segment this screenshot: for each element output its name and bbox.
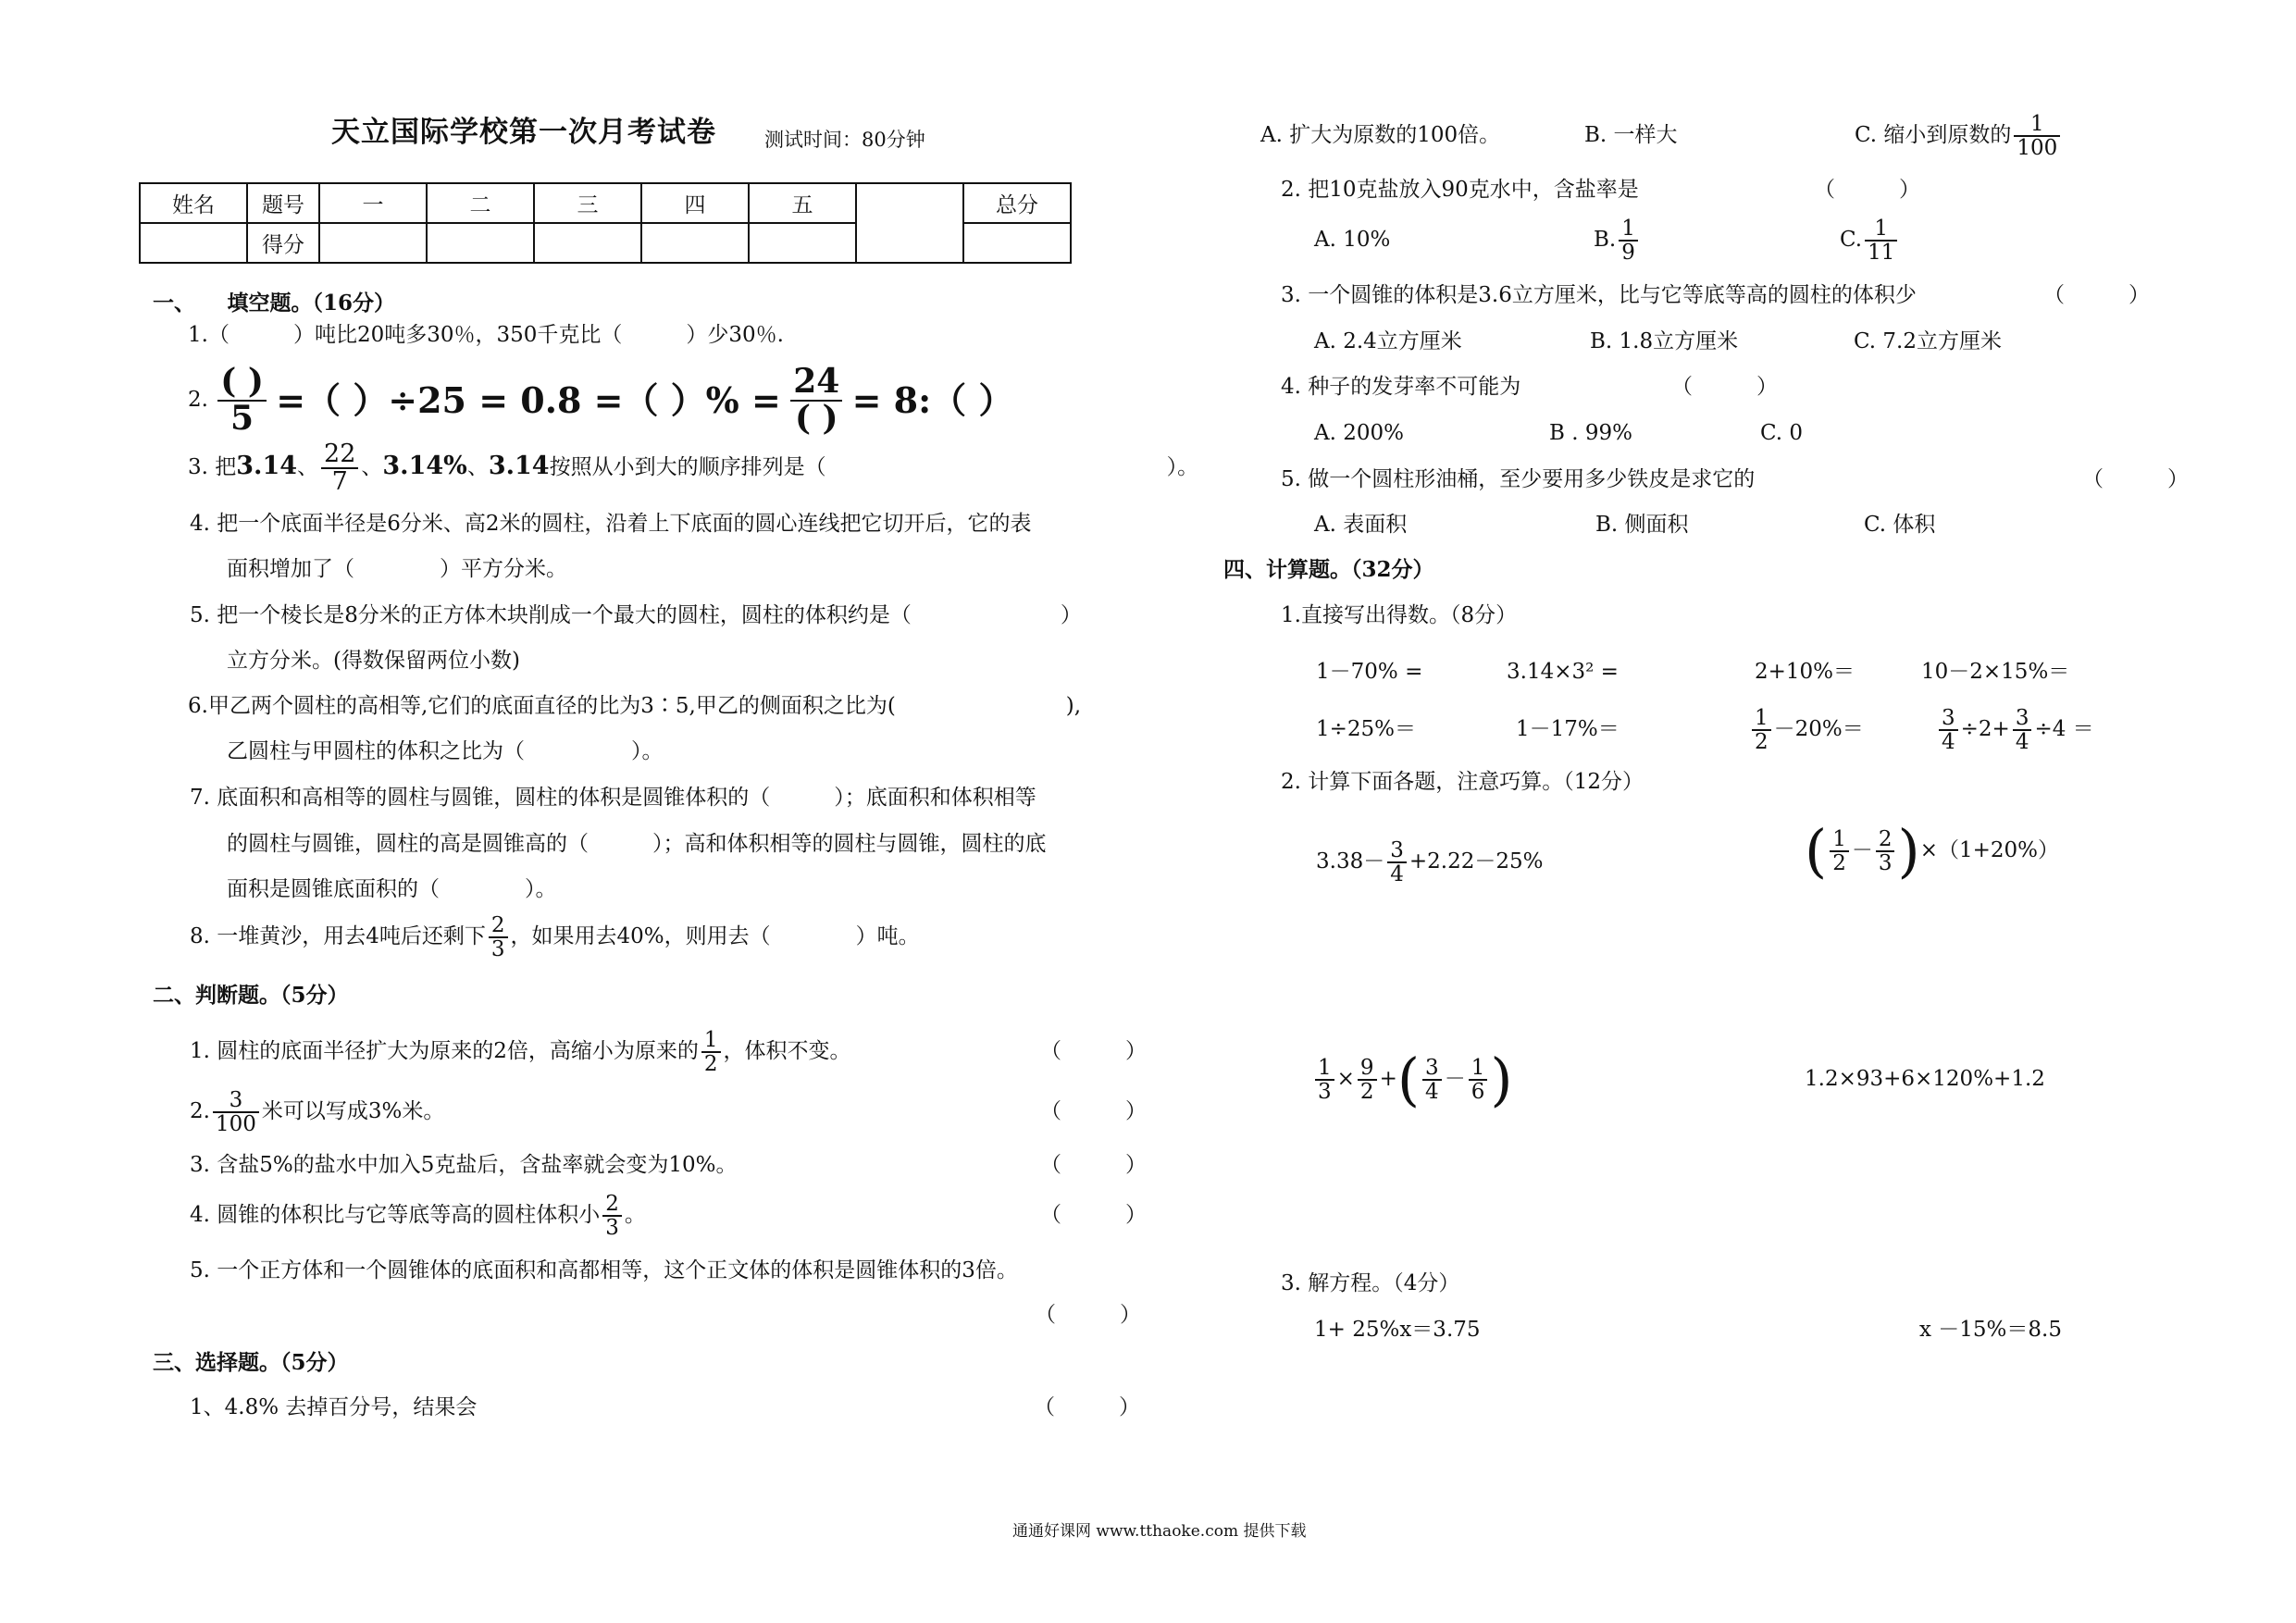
s2-q3: 3. 含盐5%的盐水中加入5克盐后，含盐率就会变为10%。: [190, 1153, 738, 1177]
header-part-4: 四: [641, 183, 749, 223]
section-2-title: 二、判断题。（5分）: [153, 983, 349, 1008]
score-cell-total[interactable]: [963, 223, 1071, 263]
header-blank: [856, 183, 963, 263]
s3-q1-option-a[interactable]: A. 扩大为原数的100倍。: [1260, 123, 1501, 147]
score-cell-3[interactable]: [534, 223, 641, 263]
s2-q2-blank[interactable]: （ ）: [1040, 1099, 1147, 1123]
right-paren: ): [1897, 817, 1920, 885]
s1-q1: 1.（ ）吨比20吨多30％，350千克比（ ）少30％.: [188, 323, 784, 347]
oral-calc-1: 1－70% =: [1316, 660, 1423, 684]
header-name: 姓名: [140, 183, 247, 223]
calc-expr-1: 3.38－ $\frac{3}{4}$ +2.22－25%: [1316, 837, 1544, 886]
fraction: $\frac{2}{3}$: [489, 914, 508, 960]
s2-q5: 5. 一个正方体和一个圆锥体的底面积和高都相等，这个正文体的体积是圆锥体积的3倍。: [190, 1258, 1018, 1282]
oral-calc-5: 1÷25%＝: [1316, 717, 1417, 741]
fraction: $\frac{3}{4}$: [1422, 1057, 1442, 1103]
equation-2: x －15%＝8.5: [1919, 1318, 2062, 1342]
s2-q3-blank[interactable]: （ ）: [1040, 1153, 1147, 1177]
s2-q1: 1. 圆柱的底面半径扩大为原来的2倍，高缩小为原来的 $\frac{1}{2}$ ，体积不变。: [190, 1027, 851, 1076]
header-part-1: 一: [319, 183, 427, 223]
s3-q4: 4. 种子的发芽率不可能为: [1281, 375, 1521, 399]
s3-q2-option-a[interactable]: A. 10%: [1314, 228, 1391, 252]
s3-q3: 3. 一个圆锥的体积是3.6立方厘米，比与它等底等高的圆柱的体积少: [1281, 283, 1917, 307]
score-table: [139, 182, 1072, 264]
section-1-title: 一、 填空题。（16分）: [153, 291, 396, 316]
oral-calc-4: 10－2×15%＝: [1921, 660, 2070, 684]
test-time: 测试时间：80分钟: [764, 129, 925, 151]
s3-q2-option-c[interactable]: C. $\frac{1}{11}$: [1840, 216, 1900, 264]
score-label: 得分: [247, 223, 319, 263]
header-question-no: 题号: [247, 183, 319, 223]
s2-q4-blank[interactable]: （ ）: [1040, 1203, 1147, 1227]
s3-q1-option-b[interactable]: B. 一样大: [1584, 123, 1678, 147]
footer-credit: 通通好课网 www.tthaoke.com 提供下载: [1012, 1522, 1307, 1541]
s3-q1-option-c[interactable]: C. 缩小到原数的 $\frac{1}{100}$: [1855, 111, 2063, 159]
s4-p3-title: 3. 解方程。（4分）: [1281, 1271, 1460, 1295]
s2-q4: 4. 圆锥的体积比与它等底等高的圆柱体积小 $\frac{2}{3}$ 。: [190, 1191, 646, 1240]
s1-q5-line2: 立方分米。(得数保留两位小数): [227, 649, 520, 673]
s3-q3-option-c[interactable]: C. 7.2立方厘米: [1854, 329, 2002, 353]
s3-q1: 1、4.8% 去掉百分号，结果会: [190, 1395, 478, 1419]
s2-q2: 2. $\frac{3}{100}$ 米可以写成3%米。: [190, 1087, 445, 1136]
s1-q7-line2: 的圆柱与圆锥，圆柱的高是圆锥高的（ ）；高和体积相等的圆柱与圆锥，圆柱的底: [227, 832, 1047, 856]
oral-calc-2: 3.14×3² =: [1507, 660, 1619, 684]
exam-title: 天立国际学校第一次月考试卷: [331, 116, 716, 149]
s1-q4-line2: 面积增加了（ ）平方分米。: [227, 557, 567, 581]
section-4-title: 四、计算题。（32分）: [1223, 557, 1434, 582]
equation-1: 1+ 25%x＝3.75: [1314, 1318, 1481, 1342]
name-cell[interactable]: [140, 223, 247, 263]
score-cell-5[interactable]: [749, 223, 856, 263]
s4-p2-title: 2. 计算下面各题，注意巧算。（12分）: [1281, 770, 1644, 794]
oral-calc-3: 2+10%＝: [1755, 660, 1855, 684]
s3-q1-blank[interactable]: （ ）: [1034, 1395, 1140, 1419]
fraction: $\frac{1}{3}$: [1315, 1057, 1334, 1103]
fraction: $\frac{1}{11}$: [1865, 217, 1897, 264]
fraction: $\frac{2}{3}$: [1876, 828, 1895, 874]
fraction: $\frac{24}{( )}$: [790, 365, 842, 437]
s1-q7-line1: 7. 底面积和高相等的圆柱与圆锥，圆柱的体积是圆锥体积的（ ）；底面积和体积相等: [190, 786, 1036, 810]
fraction: $\frac{1}{100}$: [2014, 113, 2060, 159]
s1-q6-line1: 6.甲乙两个圆柱的高相等,它们的底面直径的比为3∶5,甲乙的侧面积之比为( ),: [188, 694, 1082, 718]
fraction: $\frac{2}{3}$: [602, 1193, 622, 1239]
fraction: $\frac{( )}{5}$: [217, 365, 267, 437]
fraction: $\frac{22}{7}$: [321, 441, 358, 496]
score-cell-4[interactable]: [641, 223, 749, 263]
s2-q1-blank[interactable]: （ ）: [1040, 1039, 1147, 1063]
calc-expr-3: $\frac{1}{3}$ × $\frac{9}{2}$ +( $\frac{3}{4}$ － $\frac{1}{6}$ ): [1312, 1050, 1513, 1109]
s1-q5-line1: 5. 把一个棱长是8分米的正方体木块削成一个最大的圆柱，圆柱的体积约是（ ）: [190, 603, 1082, 627]
s1-q4-line1: 4. 把一个底面半径是6分米、高2米的圆柱，沿着上下底面的圆心连线把它切开后，它的表: [190, 512, 1032, 536]
s3-q3-option-b[interactable]: B. 1.8立方厘米: [1590, 329, 1739, 353]
s3-q3-option-a[interactable]: A. 2.4立方厘米: [1314, 329, 1462, 353]
s3-q4-blank[interactable]: （ ）: [1671, 375, 1778, 399]
header-part-2: 二: [427, 183, 534, 223]
s1-q2: 2. $\frac{( )}{5}$ =（ ）÷25 = 0.8 =（ ）% = $\frac{24}{( )}$ = 8:（ ）: [188, 362, 1014, 438]
s2-q5-blank[interactable]: （ ）: [1035, 1303, 1141, 1327]
s3-q5: 5. 做一个圆柱形油桶，至少要用多少铁皮是求它的: [1281, 467, 1756, 491]
header-part-5: 五: [749, 183, 856, 223]
fraction: $\frac{3}{100}$: [213, 1089, 259, 1135]
s3-q3-blank[interactable]: （ ）: [2043, 283, 2150, 307]
fraction: $\frac{3}{4}$: [1387, 839, 1407, 886]
fraction: $\frac{1}{2}$: [701, 1029, 721, 1075]
fraction: $\frac{9}{2}$: [1358, 1057, 1377, 1103]
fraction: $\frac{1}{2}$: [1752, 707, 1771, 753]
s3-q5-option-b[interactable]: B. 侧面积: [1595, 513, 1689, 537]
oral-calc-7: $\frac{1}{2}$ －20%＝: [1749, 705, 1864, 753]
section-3-title: 三、选择题。（5分）: [153, 1350, 349, 1375]
header-total: 总分: [963, 183, 1071, 223]
header-part-3: 三: [534, 183, 641, 223]
s3-q5-option-a[interactable]: A. 表面积: [1314, 513, 1408, 537]
s3-q4-option-c[interactable]: C. 0: [1760, 421, 1804, 445]
s3-q2: 2. 把10克盐放入90克水中，含盐率是: [1281, 178, 1639, 202]
s1-q6-line2: 乙圆柱与甲圆柱的体积之比为（ ）。: [227, 739, 664, 763]
s3-q4-option-b[interactable]: B . 99%: [1549, 421, 1632, 445]
right-paren: ): [1490, 1046, 1513, 1113]
oral-calc-8: $\frac{3}{4}$ ÷2+ $\frac{3}{4}$ ÷4 ＝: [1936, 705, 2094, 753]
fraction: $\frac{1}{2}$: [1830, 828, 1849, 874]
oral-calc-6: 1－17%＝: [1516, 717, 1620, 741]
fraction: $\frac{3}{4}$: [1939, 707, 1958, 753]
calc-expr-2: ( $\frac{1}{2}$ － $\frac{2}{3}$ )×（1+20%）: [1805, 817, 2059, 885]
s3-q4-option-a[interactable]: A. 200%: [1314, 421, 1404, 445]
left-paren: (: [1396, 1046, 1421, 1113]
left-paren: (: [1805, 817, 1828, 885]
s3-q5-blank[interactable]: （ ）: [2082, 467, 2189, 491]
s1-q7-line3: 面积是圆锥底面积的（ ）。: [227, 877, 557, 901]
s1-q8: 8. 一堆黄沙，用去4吨后还剩下 $\frac{2}{3}$ ，如果用去40%，则用去（ ）吨。: [190, 912, 920, 961]
score-cell-1[interactable]: [319, 223, 427, 263]
fraction: $\frac{3}{4}$: [2013, 707, 2032, 753]
fraction: $\frac{1}{6}$: [1469, 1057, 1488, 1103]
s1-q3: 3. 把3.14、 $\frac{22}{7}$ 、3.14%、3.14按照从小到大的顺序排列是（ ）。: [188, 439, 1199, 496]
s4-p1-title: 1.直接写出得数。（8分）: [1281, 603, 1518, 627]
score-cell-2[interactable]: [427, 223, 534, 263]
s3-q2-option-b[interactable]: B. $\frac{1}{9}$: [1594, 216, 1641, 264]
s3-q2-blank[interactable]: （ ）: [1814, 178, 1920, 202]
calc-expr-4: 1.2×93+6×120%+1.2: [1805, 1067, 2045, 1091]
s3-q5-option-c[interactable]: C. 体积: [1864, 513, 1936, 537]
fraction: $\frac{1}{9}$: [1619, 217, 1638, 264]
